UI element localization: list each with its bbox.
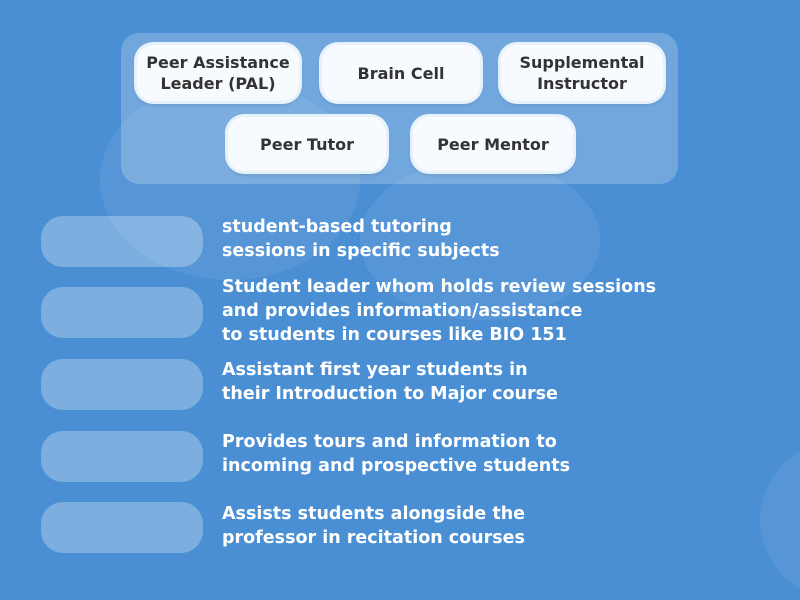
tile-label: Brain Cell	[357, 63, 445, 83]
tile-peer-mentor[interactable]	[413, 117, 573, 171]
description-4: Provides tours and information to incoming and prospective students	[222, 432, 571, 476]
tile-label: Peer Mentor	[437, 134, 549, 154]
tile-peer-assistance-leader[interactable]	[137, 45, 299, 101]
drop-slot-4[interactable]	[41, 431, 203, 482]
drop-slot-3[interactable]	[41, 359, 203, 410]
description-2: Student leader whom holds review sessions and provides information/assistance to students in courses like BIO 151	[222, 277, 657, 345]
drop-slot-2[interactable]	[41, 287, 203, 338]
tile-label: Peer Tutor	[260, 134, 354, 154]
description-1: student-based tutoring sessions in specific subjects	[222, 217, 500, 261]
tile-brain-cell[interactable]	[322, 45, 480, 101]
description-5: Assists students alongside the professor in recitation courses	[222, 504, 526, 548]
drop-slot-1[interactable]	[41, 216, 203, 267]
background-cloud	[760, 440, 800, 600]
tile-peer-tutor[interactable]	[228, 117, 386, 171]
description-3: Assistant first year students in their Introduction to Major course	[222, 360, 558, 404]
tile-label: Supplemental Instructor	[519, 53, 645, 93]
tile-supplemental-instructor[interactable]	[501, 45, 663, 101]
tile-label: Peer Assistance Leader (PAL)	[146, 53, 290, 93]
drop-slot-5[interactable]	[41, 502, 203, 553]
